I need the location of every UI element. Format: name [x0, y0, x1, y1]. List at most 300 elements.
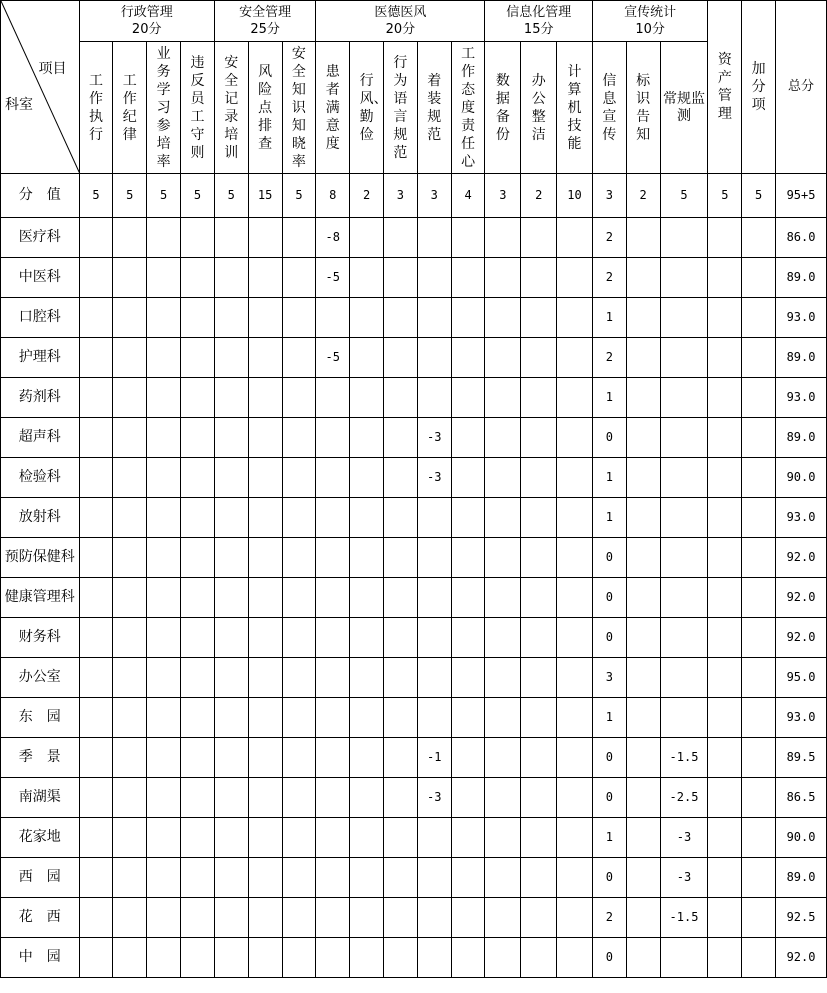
- score-cell: -1.5: [660, 738, 708, 778]
- group-header-admin: 行政管理 20分: [79, 1, 214, 42]
- score-cell: [521, 618, 557, 658]
- score-cell: [660, 258, 708, 298]
- col-header: 业务学习参培率: [147, 42, 181, 174]
- dept-name: 护理科: [1, 338, 80, 378]
- dept-name: 超声科: [1, 418, 80, 458]
- score-cell: [557, 338, 593, 378]
- score-value: 3: [592, 174, 626, 218]
- score-cell: [626, 418, 660, 458]
- score-cell: [451, 618, 485, 658]
- score-cell: [521, 218, 557, 258]
- col-header-bonus: 加分项: [742, 1, 776, 174]
- score-cell: [708, 738, 742, 778]
- score-cell: [451, 338, 485, 378]
- score-cell: [742, 458, 776, 498]
- table-row: [1, 218, 827, 258]
- score-cell: [248, 338, 282, 378]
- score-cell: 1: [592, 298, 626, 338]
- score-cell: [485, 578, 521, 618]
- score-cell: [485, 298, 521, 338]
- total-cell: 89.0: [776, 858, 827, 898]
- score-cell: [248, 578, 282, 618]
- total-cell: 92.0: [776, 538, 827, 578]
- score-cell: [451, 778, 485, 818]
- score-cell: [248, 858, 282, 898]
- score-cell: [147, 218, 181, 258]
- score-cell: [316, 298, 350, 338]
- score-cell: [316, 418, 350, 458]
- score-cell: [350, 498, 384, 538]
- score-cell: [181, 338, 215, 378]
- score-cell: [214, 698, 248, 738]
- score-cell: [485, 338, 521, 378]
- score-cell: [79, 298, 113, 338]
- score-cell: [181, 418, 215, 458]
- score-cell: 0: [592, 778, 626, 818]
- score-value: 5: [742, 174, 776, 218]
- dept-name: 花家地: [1, 818, 80, 858]
- score-cell: [79, 218, 113, 258]
- score-cell: [79, 418, 113, 458]
- score-cell: [214, 458, 248, 498]
- score-cell: [113, 698, 147, 738]
- col-header: 标识告知: [626, 42, 660, 174]
- score-cell: [557, 738, 593, 778]
- group-header-safety: 安全管理 25分: [214, 1, 315, 42]
- score-cell: [557, 378, 593, 418]
- score-cell: [181, 378, 215, 418]
- score-cell: 1: [592, 458, 626, 498]
- score-cell: [384, 298, 418, 338]
- total-cell: 92.0: [776, 938, 827, 978]
- score-cell: [282, 818, 316, 858]
- score-cell: [384, 498, 418, 538]
- score-value: 5: [708, 174, 742, 218]
- score-cell: [626, 338, 660, 378]
- score-value: 5: [282, 174, 316, 218]
- score-cell: [626, 618, 660, 658]
- score-cell: [557, 578, 593, 618]
- score-cell: [626, 498, 660, 538]
- score-cell: [79, 258, 113, 298]
- score-cell: [417, 578, 451, 618]
- score-cell: [451, 538, 485, 578]
- score-value: 5: [214, 174, 248, 218]
- score-cell: [113, 938, 147, 978]
- col-header: 安全知识知晓率: [282, 42, 316, 174]
- dept-name: 医疗科: [1, 218, 80, 258]
- score-cell: -5: [316, 258, 350, 298]
- score-cell: [660, 658, 708, 698]
- corner-item-label: 项目: [38, 61, 67, 77]
- score-cell: [248, 498, 282, 538]
- score-cell: [417, 338, 451, 378]
- score-cell: [485, 938, 521, 978]
- score-cell: [557, 778, 593, 818]
- score-cell: [248, 258, 282, 298]
- score-cell: [708, 578, 742, 618]
- score-cell: [248, 618, 282, 658]
- total-cell: 93.0: [776, 378, 827, 418]
- col-header: 常规监测: [660, 42, 708, 174]
- score-cell: [181, 538, 215, 578]
- score-cell: [147, 778, 181, 818]
- score-cell: [417, 258, 451, 298]
- score-cell: -3: [417, 458, 451, 498]
- dept-name: 预防保健科: [1, 538, 80, 578]
- score-cell: [282, 698, 316, 738]
- score-value: 5: [181, 174, 215, 218]
- score-cell: [708, 378, 742, 418]
- score-cell: [417, 898, 451, 938]
- score-cell: [708, 258, 742, 298]
- score-cell: [451, 578, 485, 618]
- score-cell: [282, 618, 316, 658]
- col-header: 安全记录培训: [214, 42, 248, 174]
- score-cell: [147, 658, 181, 698]
- score-cell: [417, 218, 451, 258]
- score-cell: [742, 698, 776, 738]
- score-cell: [147, 338, 181, 378]
- score-cell: [742, 378, 776, 418]
- col-header: 工作态度责任心: [451, 42, 485, 174]
- score-cell: [557, 258, 593, 298]
- score-value: 4: [451, 174, 485, 218]
- score-cell: [113, 578, 147, 618]
- score-cell: [384, 258, 418, 298]
- score-cell: [214, 418, 248, 458]
- score-cell: [742, 538, 776, 578]
- col-header: 着装规范: [417, 42, 451, 174]
- score-cell: [485, 378, 521, 418]
- score-cell: [626, 898, 660, 938]
- score-cell: [626, 378, 660, 418]
- score-cell: 2: [592, 218, 626, 258]
- score-cell: [350, 738, 384, 778]
- score-cell: [316, 818, 350, 858]
- score-cell: [79, 938, 113, 978]
- total-cell: 86.0: [776, 218, 827, 258]
- table-row: [1, 938, 827, 978]
- score-cell: [521, 858, 557, 898]
- score-cell: [316, 898, 350, 938]
- table-row: [1, 578, 827, 618]
- score-cell: [316, 738, 350, 778]
- score-cell: [626, 698, 660, 738]
- score-cell: [626, 778, 660, 818]
- score-cell: [282, 658, 316, 698]
- score-cell: [485, 418, 521, 458]
- score-value: 5: [660, 174, 708, 218]
- score-cell: [248, 418, 282, 458]
- score-cell: [384, 578, 418, 618]
- group-header-it: 信息化管理 15分: [485, 1, 592, 42]
- score-cell: -1: [417, 738, 451, 778]
- score-cell: [214, 538, 248, 578]
- score-cell: [147, 298, 181, 338]
- group-header-publicity: 宣传统计 10分: [592, 1, 707, 42]
- score-cell: [626, 858, 660, 898]
- score-cell: [660, 538, 708, 578]
- score-cell: 0: [592, 618, 626, 658]
- score-cell: [708, 458, 742, 498]
- score-cell: [485, 498, 521, 538]
- score-cell: [742, 498, 776, 538]
- dept-name: 东 园: [1, 698, 80, 738]
- corner-header: [1, 1, 80, 174]
- score-cell: [384, 858, 418, 898]
- score-value: 15: [248, 174, 282, 218]
- score-cell: [214, 258, 248, 298]
- col-header: 数据备份: [485, 42, 521, 174]
- score-cell: [384, 738, 418, 778]
- score-cell: [214, 778, 248, 818]
- score-cell: [181, 698, 215, 738]
- score-cell: [485, 778, 521, 818]
- table-row: [1, 498, 827, 538]
- score-cell: [384, 818, 418, 858]
- score-cell: [521, 258, 557, 298]
- score-cell: [181, 738, 215, 778]
- score-cell: [451, 698, 485, 738]
- score-cell: [181, 458, 215, 498]
- score-cell: [147, 698, 181, 738]
- score-cell: [485, 218, 521, 258]
- score-cell: [181, 498, 215, 538]
- score-cell: [451, 738, 485, 778]
- score-cell: [521, 778, 557, 818]
- score-value: 8: [316, 174, 350, 218]
- score-cell: [521, 298, 557, 338]
- score-cell: [485, 738, 521, 778]
- score-cell: [742, 818, 776, 858]
- score-cell: [417, 938, 451, 978]
- score-cell: [557, 658, 593, 698]
- score-cell: [79, 618, 113, 658]
- score-cell: [248, 898, 282, 938]
- score-value: 5: [79, 174, 113, 218]
- score-cell: [79, 458, 113, 498]
- score-cell: [248, 458, 282, 498]
- score-cell: [316, 538, 350, 578]
- score-cell: [660, 698, 708, 738]
- score-cell: [557, 698, 593, 738]
- score-cell: [350, 378, 384, 418]
- col-header: 行风、勤俭: [350, 42, 384, 174]
- score-value: 3: [485, 174, 521, 218]
- score-cell: [485, 458, 521, 498]
- score-cell: 0: [592, 858, 626, 898]
- score-cell: [626, 738, 660, 778]
- total-cell: 90.0: [776, 458, 827, 498]
- score-cell: -2.5: [660, 778, 708, 818]
- score-cell: [660, 498, 708, 538]
- table-row: [1, 418, 827, 458]
- score-cell: [113, 498, 147, 538]
- dept-name: 财务科: [1, 618, 80, 658]
- col-header: 工作执行: [79, 42, 113, 174]
- score-cell: [384, 338, 418, 378]
- score-value: 95+5: [776, 174, 827, 218]
- score-cell: [417, 698, 451, 738]
- score-cell: [557, 498, 593, 538]
- dept-name: 西 园: [1, 858, 80, 898]
- score-cell: [147, 458, 181, 498]
- score-cell: [626, 578, 660, 618]
- score-cell: [485, 538, 521, 578]
- score-cell: [485, 818, 521, 858]
- score-cell: [79, 858, 113, 898]
- score-cell: [248, 658, 282, 698]
- score-cell: [181, 578, 215, 618]
- score-cell: [708, 418, 742, 458]
- dept-name: 检验科: [1, 458, 80, 498]
- score-cell: [79, 898, 113, 938]
- score-cell: [626, 658, 660, 698]
- score-cell: [181, 898, 215, 938]
- score-cell: [557, 938, 593, 978]
- score-cell: [350, 818, 384, 858]
- score-cell: [742, 418, 776, 458]
- score-cell: [557, 218, 593, 258]
- score-cell: [350, 938, 384, 978]
- score-cell: [113, 858, 147, 898]
- score-cell: [350, 858, 384, 898]
- score-cell: [316, 378, 350, 418]
- score-cell: 2: [592, 338, 626, 378]
- score-cell: [451, 218, 485, 258]
- score-cell: 0: [592, 578, 626, 618]
- score-cell: [557, 858, 593, 898]
- score-cell: [113, 538, 147, 578]
- table-row: [1, 818, 827, 858]
- score-cell: [214, 218, 248, 258]
- score-cell: [79, 538, 113, 578]
- score-cell: [79, 778, 113, 818]
- score-cell: [79, 738, 113, 778]
- score-cell: [113, 458, 147, 498]
- score-cell: [282, 338, 316, 378]
- table-row: [1, 618, 827, 658]
- score-cell: -8: [316, 218, 350, 258]
- score-cell: [350, 458, 384, 498]
- score-value: 2: [521, 174, 557, 218]
- score-cell: [384, 218, 418, 258]
- score-cell: [181, 938, 215, 978]
- score-cell: [214, 898, 248, 938]
- total-cell: 89.5: [776, 738, 827, 778]
- score-cell: [147, 818, 181, 858]
- score-cell: [451, 458, 485, 498]
- score-cell: [113, 378, 147, 418]
- total-cell: 86.5: [776, 778, 827, 818]
- score-cell: [316, 578, 350, 618]
- score-cell: [113, 818, 147, 858]
- score-cell: [660, 938, 708, 978]
- score-cell: -3: [417, 778, 451, 818]
- score-cell: -3: [660, 818, 708, 858]
- score-cell: [708, 858, 742, 898]
- score-cell: [708, 298, 742, 338]
- score-cell: [113, 418, 147, 458]
- score-cell: [708, 938, 742, 978]
- score-cell: [214, 498, 248, 538]
- score-cell: [181, 298, 215, 338]
- score-cell: [181, 858, 215, 898]
- score-cell: 1: [592, 498, 626, 538]
- score-cell: [248, 378, 282, 418]
- score-cell: [147, 618, 181, 658]
- score-cell: [708, 218, 742, 258]
- score-cell: [316, 658, 350, 698]
- score-cell: 1: [592, 818, 626, 858]
- score-cell: [350, 218, 384, 258]
- score-cell: [557, 898, 593, 938]
- score-cell: [708, 618, 742, 658]
- score-cell: [147, 498, 181, 538]
- score-cell: [521, 738, 557, 778]
- score-cell: -3: [417, 418, 451, 458]
- score-cell: [742, 258, 776, 298]
- score-cell: [181, 818, 215, 858]
- score-cell: [742, 658, 776, 698]
- score-cell: [521, 378, 557, 418]
- col-header: 患者满意度: [316, 42, 350, 174]
- score-cell: [384, 538, 418, 578]
- table-row: [1, 778, 827, 818]
- score-cell: [350, 618, 384, 658]
- score-cell: [451, 418, 485, 458]
- score-cell: 1: [592, 378, 626, 418]
- col-header: 违反员工守则: [181, 42, 215, 174]
- score-cell: [660, 578, 708, 618]
- score-cell: [485, 258, 521, 298]
- score-cell: [451, 378, 485, 418]
- score-cell: [113, 658, 147, 698]
- score-cell: [660, 458, 708, 498]
- col-header: 风险点排查: [248, 42, 282, 174]
- total-cell: 93.0: [776, 498, 827, 538]
- score-cell: [660, 298, 708, 338]
- score-cell: [214, 858, 248, 898]
- score-cell: [282, 378, 316, 418]
- table-row: [1, 658, 827, 698]
- table-row: [1, 738, 827, 778]
- score-cell: [742, 578, 776, 618]
- dept-name: 药剂科: [1, 378, 80, 418]
- score-cell: [181, 778, 215, 818]
- score-cell: [350, 298, 384, 338]
- score-cell: -3: [660, 858, 708, 898]
- dept-name: 健康管理科: [1, 578, 80, 618]
- score-cell: [282, 778, 316, 818]
- score-cell: [521, 698, 557, 738]
- score-cell: [79, 498, 113, 538]
- score-cell: [451, 898, 485, 938]
- score-cell: [282, 418, 316, 458]
- score-cell: [113, 738, 147, 778]
- score-cell: [214, 938, 248, 978]
- table-row: [1, 378, 827, 418]
- score-row-label: 分 值: [1, 174, 80, 218]
- score-cell: [316, 698, 350, 738]
- score-cell: [417, 298, 451, 338]
- score-cell: -5: [316, 338, 350, 378]
- score-cell: [181, 218, 215, 258]
- total-cell: 89.0: [776, 418, 827, 458]
- score-cell: [417, 618, 451, 658]
- score-cell: [384, 378, 418, 418]
